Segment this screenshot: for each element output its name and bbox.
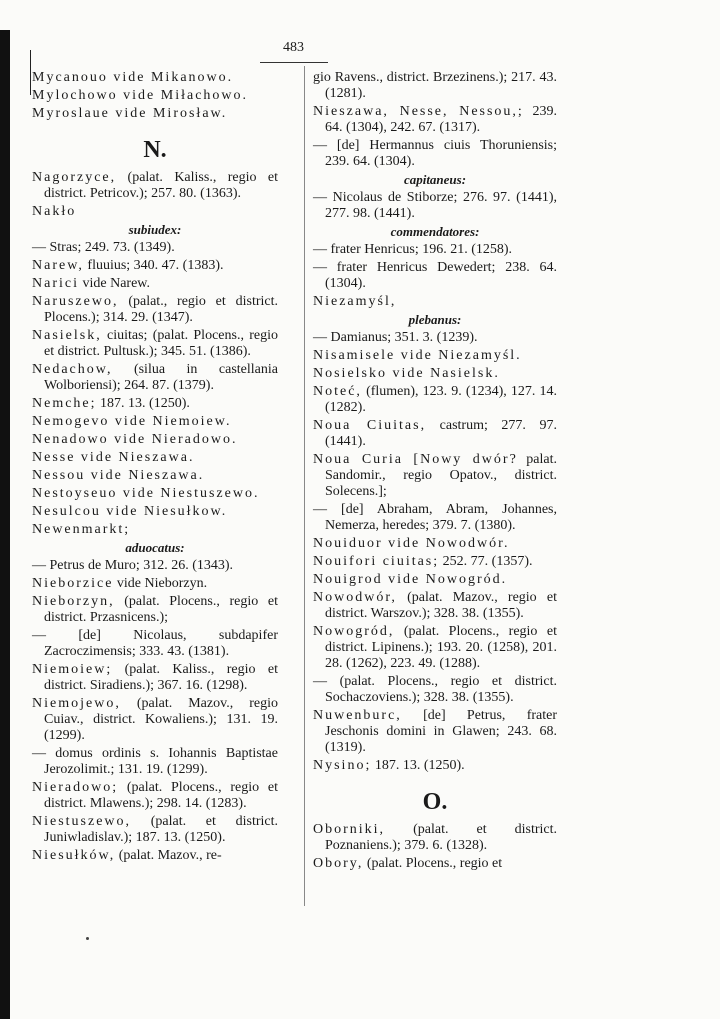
entry-headword: Niemoiew;: [32, 662, 113, 677]
entry-text: palat. Sandomir., regio Opatov., district. Solecens.];: [325, 452, 557, 499]
entry-text: — Damianus; 351. 3. (1239).: [313, 330, 478, 345]
entry-text: (palat., regio et district. Plocens.); 314. 29. (1347).: [44, 294, 278, 325]
index-entry: [32, 396, 278, 412]
index-entry: [32, 258, 278, 274]
index-entry: [313, 554, 557, 570]
index-entry: [313, 822, 557, 854]
index-entry: [32, 780, 278, 812]
index-entry: Nessou vide Nieszawa.: [32, 468, 205, 483]
scan-edge-bar: [0, 30, 10, 1019]
index-entry: [32, 558, 278, 574]
index-entry: Nakło: [32, 204, 77, 219]
entry-headword: Niestuszewo,: [32, 814, 132, 829]
subheading: aduocatus:: [125, 540, 185, 555]
index-entry: [32, 746, 278, 778]
entry-text: — frater Henricus; 196. 21. (1258).: [313, 242, 513, 257]
entry-text: (palat. Mazov., regio et district. Warszov.); 328. 38. (1355).: [325, 590, 557, 621]
entry-text: — [de] Hermannus ciuis Thoruniensis; 239. 64. (1304).: [313, 138, 557, 169]
entry-text: — Petrus de Muro; 312. 26. (1343).: [32, 558, 234, 573]
index-entry: [313, 190, 557, 222]
entry-text: 187. 13. (1250).: [96, 396, 190, 411]
index-entry: [313, 384, 557, 416]
index-entry: [32, 362, 278, 394]
entry-headword: Nowodwór,: [313, 590, 397, 605]
index-entry: Newenmarkt;: [32, 522, 131, 537]
index-entry: Nesse vide Nieszawa.: [32, 450, 195, 465]
subheading: plebanus:: [408, 312, 462, 327]
section-letter: O.: [422, 789, 448, 815]
entry-headword: Narici: [32, 276, 79, 291]
section-letter: N.: [143, 137, 167, 163]
subheading: capitaneus:: [403, 172, 467, 187]
index-entry: [32, 628, 278, 660]
entry-headword: Nasielsk,: [32, 328, 102, 343]
index-entry: [313, 758, 557, 774]
entry-headword: Niesułków,: [32, 848, 116, 863]
index-entry: [32, 276, 278, 292]
index-entry: [313, 330, 557, 346]
subheading: commendatores:: [390, 224, 480, 239]
index-entry: [32, 662, 278, 694]
index-entry: [313, 856, 557, 872]
entry-text: 252. 77. (1357).: [439, 554, 533, 569]
index-entry: [313, 452, 557, 500]
index-entry: Nesulcou vide Niesułkow.: [32, 504, 228, 519]
index-entry: [32, 328, 278, 360]
entry-text: — (palat. Plocens., regio et district. Sochaczoviens.); 328. 38. (1355).: [313, 674, 557, 705]
index-entry: [32, 240, 278, 256]
index-entry: [32, 594, 278, 626]
entry-text: (flumen), 123. 9. (1234), 127. 14. (1282).: [325, 384, 557, 415]
index-entry: Mylochowo vide Miłachowo.: [32, 88, 249, 103]
entry-text: vide Narew.: [78, 276, 150, 291]
index-entry: [32, 848, 278, 864]
index-entry: [32, 696, 278, 744]
header-rule: [260, 62, 328, 63]
entry-text: (palat. Plocens., regio et district. Mlawens.); 298. 14. (1283).: [44, 780, 278, 811]
entry-text: (palat. Plocens., regio et: [363, 856, 503, 871]
index-entry: [313, 104, 557, 136]
entry-text: — frater Henricus Dewedert; 238. 64. (1304).: [313, 260, 557, 291]
index-entry: [313, 260, 557, 292]
entry-headword: Nysino;: [313, 758, 372, 773]
index-entry: [313, 138, 557, 170]
entry-headword: Nedachow,: [32, 362, 113, 377]
entry-headword: Niemojewo,: [32, 696, 121, 711]
index-entry: [313, 708, 557, 756]
index-entry: [32, 814, 278, 846]
index-entry: [313, 502, 557, 534]
entry-headword: Narew,: [32, 258, 84, 273]
entry-headword: Noteć,: [313, 384, 362, 399]
entry-text: (palat. Kaliss., regio et district. Petricov.); 257. 80. (1363).: [44, 170, 278, 201]
entry-text: (palat. Mazov., regio Cuiav., district. Kowaliens.); 131. 19. (1299).: [44, 696, 278, 743]
entry-headword: Nouifori ciuitas;: [313, 554, 440, 569]
index-entry: [32, 576, 278, 592]
entry-text: — domus ordinis s. Iohannis Baptistae Jerozolimit.; 131. 19. (1299).: [32, 746, 278, 777]
entry-headword: Nagorzyce,: [32, 170, 117, 185]
index-entry: Nisamisele vide Niezamyśl.: [313, 348, 522, 363]
index-entry: Nestoyseuo vide Niestuszewo.: [32, 486, 260, 501]
entry-text: castrum; 277. 97. (1441).: [325, 418, 557, 449]
entry-text: (silua in castellania Wolboriensi); 264. 87. (1379).: [44, 362, 278, 393]
entry-text: 187. 13. (1250).: [371, 758, 465, 773]
entry-text: gio Ravens., district. Brzezinens.); 217. 43. (1281).: [313, 70, 557, 101]
index-entry: Niezamyśl,: [313, 294, 397, 309]
entry-headword: Oborniki,: [313, 822, 386, 837]
entry-text: — Nicolaus de Stiborze; 276. 97. (1441), 277. 98. (1441).: [313, 190, 557, 221]
right-column: [313, 70, 557, 874]
entry-headword: Nieszawa, Nesse, Nessou,;: [313, 104, 524, 119]
entry-text: fluuius; 340. 47. (1383).: [83, 258, 224, 273]
entry-text: [de] Petrus, frater Jeschonis domini in Glawen; 243. 68. (1319).: [325, 708, 557, 755]
index-entry: [313, 242, 557, 258]
index-entry: [313, 674, 557, 706]
index-entry: Nenadowo vide Nieradowo.: [32, 432, 238, 447]
entry-headword: Noua Ciuitas,: [313, 418, 427, 433]
subheading: subiudex:: [128, 222, 182, 237]
scan-speck: [86, 937, 89, 940]
entry-headword: Naruszewo,: [32, 294, 119, 309]
index-entry: Nouigrod vide Nowogród.: [313, 572, 508, 587]
entry-text: ciuitas; (palat. Plocens., regio et district. Pultusk.); 345. 51. (1386).: [44, 328, 278, 359]
entry-text: 239. 64. (1304), 242. 67. (1317).: [325, 104, 558, 135]
index-entry: Nemogevo vide Niemoiew.: [32, 414, 232, 429]
left-column: [32, 70, 278, 866]
entry-text: (palat. et district. Juniwladislav.); 187. 13. (1250).: [44, 814, 278, 845]
index-entry: [32, 294, 278, 326]
index-entry: [32, 170, 278, 202]
entry-text: — Stras; 249. 73. (1349).: [32, 240, 175, 255]
entry-text: — [de] Nicolaus, subdapifer Zacroczimensis; 333. 43. (1381).: [32, 628, 278, 659]
entry-text: (palat. Kaliss., regio et district. Siradiens.); 367. 16. (1298).: [44, 662, 278, 693]
column-divider: [304, 66, 305, 906]
entry-text: (palat. Plocens., regio et district. Lipinens.); 193. 20. (1258), 201. 28. (1262), 223. 49. (1288).: [325, 624, 557, 671]
scan-margin-mark: [30, 50, 31, 95]
entry-text: (palat. et district. Poznaniens.); 379. 6. (1328).: [325, 822, 557, 853]
entry-headword: Nowogród,: [313, 624, 395, 639]
index-entry: [313, 70, 557, 102]
entry-headword: Nieradowo;: [32, 780, 119, 795]
entry-headword: Noua Curia [Nowy dwór?: [313, 452, 518, 467]
page-number: 483: [283, 40, 304, 55]
entry-text: — [de] Abraham, Abram, Johannes, Nemerza, heredes; 379. 7. (1380).: [313, 502, 557, 533]
entry-headword: Nieborzice: [32, 576, 114, 591]
entry-text: vide Nieborzyn.: [113, 576, 208, 591]
index-entry: Myroslaue vide Mirosław.: [32, 106, 228, 121]
index-entry: Mycanouo vide Mikanowo.: [32, 70, 234, 85]
index-entry: [313, 624, 557, 672]
index-entry: Nouiduor vide Nowodwór.: [313, 536, 510, 551]
entry-text: (palat. Plocens., regio et district. Przasnicens.);: [44, 594, 278, 625]
index-entry: [313, 590, 557, 622]
entry-text: (palat. Mazov., re-: [115, 848, 222, 863]
index-entry: [313, 418, 557, 450]
entry-headword: Obory,: [313, 856, 364, 871]
entry-headword: Nieborzyn,: [32, 594, 115, 609]
entry-headword: Nemche;: [32, 396, 97, 411]
index-entry: Nosielsko vide Nasielsk.: [313, 366, 500, 381]
entry-headword: Nuwenburc,: [313, 708, 402, 723]
